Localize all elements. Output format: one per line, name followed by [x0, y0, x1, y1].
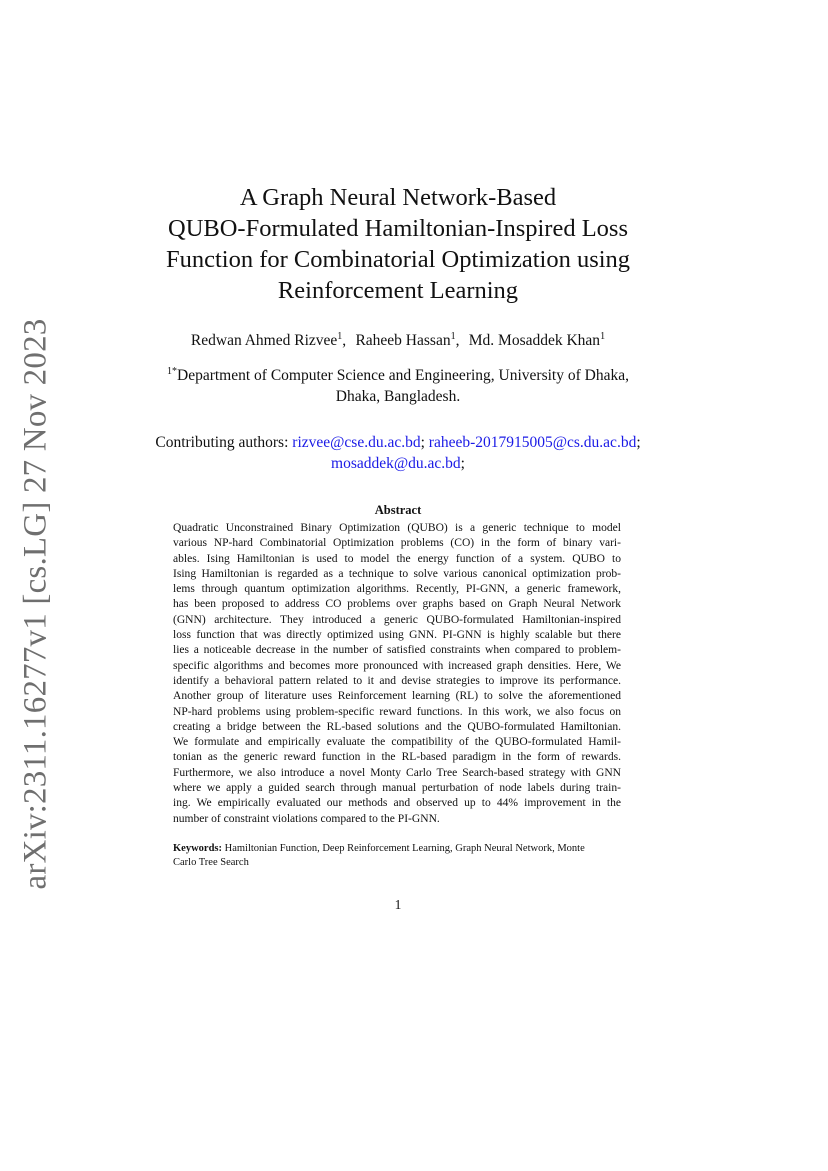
- author-affiliation-mark: 1: [600, 331, 606, 342]
- author-affiliation-mark: 1: [337, 331, 343, 342]
- title-line: Reinforcement Learning: [277, 277, 519, 304]
- abstract-line: loss function that was directly optimized using GNN. PI-GNN is highly scalable but there: [173, 629, 621, 642]
- abstract-line: tonian as the generic reward function in the RL-based paradigm in the form of rewards.: [173, 751, 621, 764]
- keywords: [173, 842, 621, 870]
- abstract-line: Ising Hamiltonian is regarded as a technique to solve various canonical optimization prob-: [173, 567, 621, 580]
- abstract-line: lems through quantum optimization algorithms. Recently, PI-GNN, a generic framework,: [173, 583, 621, 596]
- abstract-line: We formulate and empirically evaluate the compatibility of the QUBO-formulated Hamil-: [173, 736, 621, 749]
- email-link[interactable]: raheeb-2017915005@cs.du.ac.bd: [428, 434, 637, 451]
- author-name: Md. Mosaddek Khan: [468, 332, 601, 350]
- title-line: QUBO-Formulated Hamiltonian-Inspired Loss: [168, 215, 628, 242]
- author-name: Raheeb Hassan: [355, 332, 451, 350]
- abstract-line: Furthermore, we also introduce a novel Monty Carlo Tree Search-based strategy with GNN: [173, 766, 621, 779]
- contributing-authors: Contributing authors: rizvee@cse.du.ac.bd; raheeb-2017915005@cs.du.ac.bd; mosaddek@du.ac.bd;: [155, 434, 641, 472]
- page-number: 1: [394, 897, 402, 912]
- author-affiliation-mark: 1: [450, 331, 456, 342]
- abstract-line: ables. Ising Hamiltonian is used to model the energy function of a system. QUBO to: [173, 552, 621, 565]
- abstract-line: (GNN) architecture. They introduced a generic QUBO-formulated Hamiltonian-inspired: [173, 613, 621, 626]
- abstract-line: NP-hard problems using problem-specific reward functions. In this work, we also focus on: [173, 705, 621, 718]
- abstract-line: creating a bridge between the RL-based solutions and the QUBO-formulated Hamiltonian.: [173, 720, 621, 733]
- affiliation-mark: 1*: [167, 366, 178, 377]
- abstract-line: lies a noticeable decrease in the number of satisfied constraints when compared to problem-: [173, 644, 621, 657]
- author-name: Redwan Ahmed Rizvee: [190, 332, 338, 350]
- title-line: A Graph Neural Network-Based: [239, 184, 557, 211]
- contributing-label: Contributing authors:: [155, 434, 289, 451]
- abstract-line: where we apply a guided search through manual perturbation of node labels during train-: [173, 782, 621, 795]
- abstract-line: number of constraint violations compared to the PI-GNN.: [173, 812, 440, 825]
- affiliation-line: Department of Computer Science and Engineering, University of Dhaka,: [177, 367, 629, 385]
- abstract-line: Quadratic Unconstrained Binary Optimization (QUBO) is a generic technique to model: [173, 522, 621, 534]
- abstract-line: ing. We empirically evaluated our methods and observed up to 44% improvement in the: [173, 797, 621, 810]
- abstract-line: specific algorithms and becomes more pronounced with increased graph densities. Here, We: [173, 659, 621, 672]
- affiliation: [150, 361, 646, 407]
- arxiv-identifier-stamp: arXiv:2311.16277v1 [cs.LG] 27 Nov 2023: [17, 318, 54, 890]
- abstract-line: various NP-hard Combinatorial Optimization problems (CO) in the form of binary vari-: [173, 537, 621, 550]
- abstract-text: [173, 521, 621, 827]
- keywords-label: Keywords:: [173, 843, 222, 854]
- keywords-text: Hamiltonian Function, Deep Reinforcement Learning, Graph Neural Network, Monte: [224, 843, 585, 854]
- abstract-line: identify a behavioral pattern related to it and devise strategies to improve its performance.: [173, 674, 621, 687]
- title-line: Function for Combinatorial Optimization using: [165, 246, 631, 273]
- paper-title: [120, 182, 676, 306]
- abstract-heading: Abstract: [374, 503, 422, 517]
- abstract-line: has been proposed to address CO problems over graphs based on Graph Neural Network: [173, 598, 621, 611]
- author-list: Redwan Ahmed Rizvee$^1$, Raheeb Hassan$^1$, Md. Mosaddek Khan$^1$: [190, 331, 606, 350]
- email-link[interactable]: mosaddek@du.ac.bd: [331, 455, 461, 472]
- abstract-line: Another group of literature uses Reinforcement learning (RL) to solve the aforementioned: [173, 690, 621, 703]
- email-link[interactable]: rizvee@cse.du.ac.bd: [292, 434, 421, 451]
- keywords-text: Carlo Tree Search: [173, 857, 249, 868]
- affiliation-line: Dhaka, Bangladesh.: [335, 388, 461, 406]
